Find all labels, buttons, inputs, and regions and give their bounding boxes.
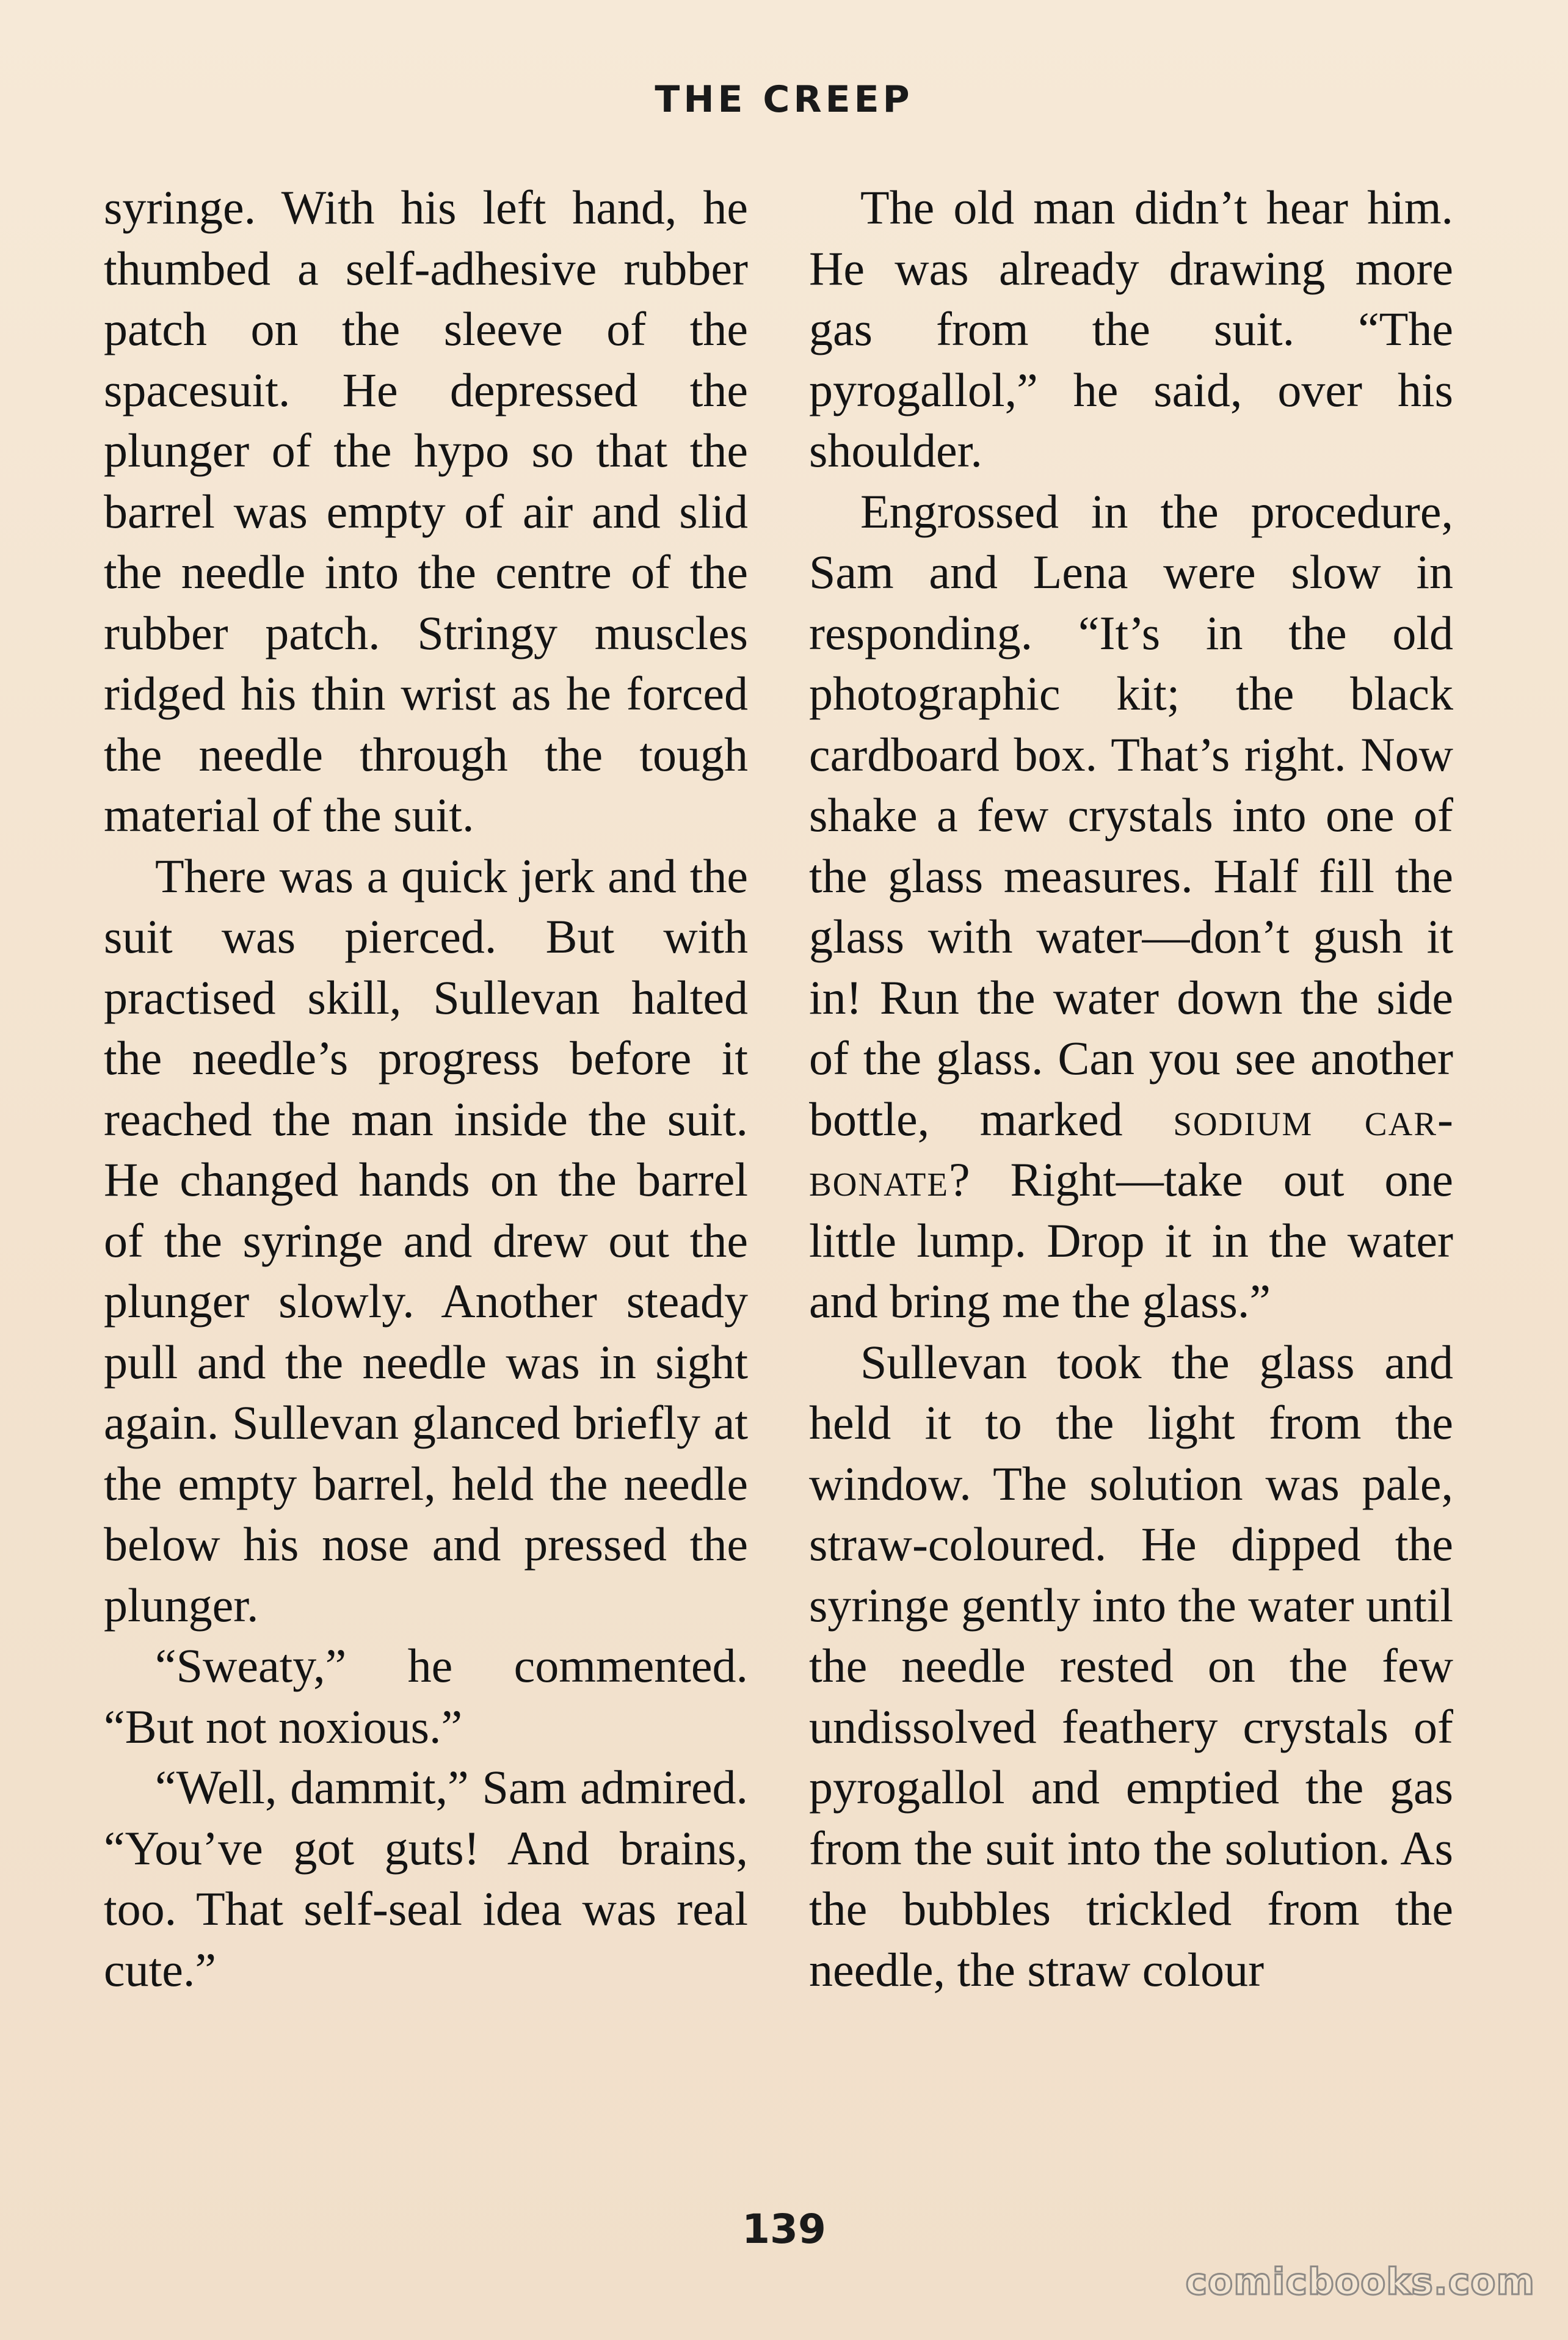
paragraph: The old man didn’t hear him. He was already drawing more gas from the suit. “The pyrogallol,” he said, over his shoulder. [809,181,1453,477]
paragraph: There was a quick jerk and the suit was pierced. But with practised skill, Sullevan halted the needle’s progress before it reached the man inside the suit. He changed hands on the barrel of the syringe and drew out the plunger slowly. Another steady pull and the needle was in sight again. Sullevan glanced briefly at the empty barrel, held the needle below his nose and pressed the plunger. [104,849,748,1632]
paragraph [809,481,1453,1332]
watermark: comicbooks.com [1185,2261,1535,2303]
text-column-right [809,177,1453,2000]
paragraph-text: Engrossed in the procedure, Sam and Lena were slow in responding. “It’s in the old photographic kit; the black cardboard box. That’s right. Now shake a few crystals into one of the glass measures. Half fill the glass with water—don’t gush it in! Run the water down the side of the glass. Can you see another bottle, marked [809,484,1453,1146]
paragraph: “Sweaty,” he commented. “But not noxious.” [104,1639,748,1753]
paragraph: “Well, dammit,” Sam admired. “You’ve got guts! And brains, too. That self-seal idea was real cute.” [104,1760,748,1996]
paragraph: Sullevan took the glass and held it to the light from the window. The solution was pale, straw-coloured. He dipped the syringe gently into the water until the needle rested on the few undissolved feathery crystals of pyrogallol and emptied the gas from the suit into the solution. As the bubbles trickled from the needle, the straw colour [809,1335,1453,1996]
running-head: THE CREEP [655,78,913,121]
paragraph-text: ? Right—take out one little lump. Drop it in the water and bring me the glass.” [809,1153,1453,1328]
text-column-left [104,177,748,2000]
page-number: 139 [742,2206,826,2253]
small-caps-text: sodium carbonate [809,1092,1453,1206]
paragraph: syringe. With his left hand, he thumbed a self-adhesive rubber patch on the sleeve of the spacesuit. He depressed the plunger of the hypo so that the barrel was empty of air and slid the needle into the centre of the rubber patch. Stringy muscles ridged his thin wrist as he forced the needle through the tough material of the suit. [104,181,748,841]
